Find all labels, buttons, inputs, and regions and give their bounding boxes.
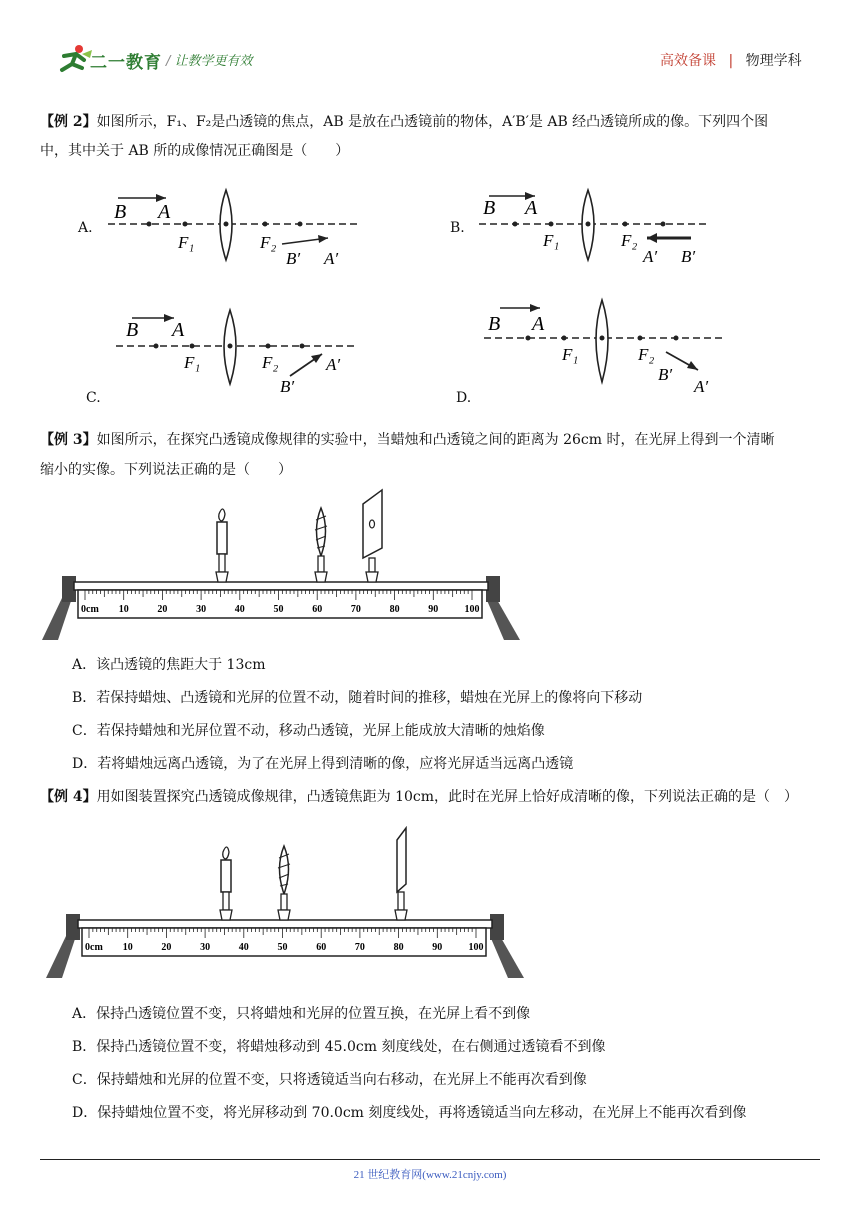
ex3-line1 [40,430,830,450]
ex4-line1 [40,787,840,807]
diagram-a [70,186,370,270]
ruler-label: 100 [468,942,484,953]
ex3-tag: 【例 3】 [40,432,97,448]
ex3-line2: 缩小的实像。下列说法正确的是（ ） [40,462,292,478]
label-f2: F₂ [638,345,655,364]
ex3-option-a: A．该凸透镜的焦距大于 13cm [72,657,266,673]
ex3-option-d: D．若将蜡烛远离凸透镜，为了在光屏上得到清晰的像，应将光屏适当远离凸透镜 [72,756,574,772]
ruler-label: 80 [393,942,404,953]
label-f1: F₁ [178,233,195,252]
light-screen [395,828,407,920]
slogan-text: 让教学更有效 [174,54,253,69]
label-b: B [488,313,501,335]
label-a: A [158,201,171,223]
header-sep: | [728,53,734,69]
label-b: B [126,319,139,341]
ex2-option-a: A. [78,220,93,236]
runner-logo-icon [54,44,94,74]
header [0,0,860,90]
ex4-option-c: C．保持蜡烛和光屏的位置不变，只将透镜适当向右移动，在光屏上不能再次看到像 [72,1072,587,1088]
label-b-prime: B′ [658,365,673,384]
footer-rule [40,1159,820,1160]
label-f2: F₂ [260,233,277,252]
optical-bench-ex4 [44,826,526,982]
diagram-d [480,296,740,400]
slogan: / 让教学更有效 [166,54,253,69]
ex4-tag: 【例 4】 [40,789,97,805]
ruler-label: 20 [157,604,168,615]
ruler-label: 30 [196,604,207,615]
ruler-label: 40 [234,604,245,615]
ruler-label: 90 [432,942,443,953]
candle [220,847,232,920]
convex-lens [278,846,290,920]
label-b-prime: B′ [286,249,301,268]
header-right [660,50,802,70]
ruler-label: 0cm [81,604,99,615]
label-f1: F₁ [184,353,201,372]
label-f2: F₂ [621,231,638,250]
ex2-option-b: B. [450,220,465,236]
ruler-label: 0cm [85,942,103,953]
label-f2: F₂ [262,353,279,372]
ruler-label: 60 [312,604,323,615]
ruler-label: 30 [200,942,211,953]
label-b: B [483,197,496,219]
label-a: A [532,313,545,335]
optical-bench-ex3 [40,486,522,644]
ruler-label: 20 [161,942,172,953]
label-f1: F₁ [562,345,579,364]
label-b: B [114,201,127,223]
ex3-option-b: B．若保持蜡烛、凸透镜和光屏的位置不动，随着时间的推移，蜡烛在光屏上的像将向下移动 [72,690,643,706]
label-a-prime: A′ [643,247,658,266]
label-b-prime: B′ [681,247,696,266]
ex4-option-b: B．保持凸透镜位置不变，将蜡烛移动到 45.0cm 刻度线处，在右侧通过透镜看不到像 [72,1039,606,1055]
ex4-option-d: D．保持蜡烛位置不变，将光屏移动到 70.0cm 刻度线处，再将透镜适当向左移动，在光屏上不能再次看到像 [72,1105,747,1121]
ruler-label: 80 [389,604,400,615]
diagram-c [110,304,370,394]
label-a: A [172,319,185,341]
ruler-label: 10 [118,604,129,615]
ex2-tag: 【例 2】 [40,114,97,130]
ruler-label: 40 [238,942,249,953]
ex2-text1: 如图所示，F₁、F₂是凸透镜的焦点，AB 是放在凸透镜前的物体，A′B′是 AB 经凸透镜所成的像。下列四个图 [96,114,769,130]
header-tag-b: 物理学科 [745,53,802,69]
ruler-label: 90 [428,604,439,615]
header-tag-a: 高效备课 [660,53,716,69]
ruler-label: 50 [273,604,284,615]
label-a-prime: A′ [326,355,341,374]
footer-text: 21 世纪教育网(www.21cnjy.com) [353,1169,507,1181]
ex4-text1: 用如图装置探究凸透镜成像规律，凸透镜焦距为 10cm，此时在光屏上恰好成清晰的像，下列说法正确的是（ ） [96,789,799,805]
ruler-label: 50 [277,942,288,953]
ex3-option-c: C．若保持蜡烛和光屏位置不动，移动凸透镜，光屏上能成放大清晰的烛焰像 [72,723,545,739]
logo-text: 二一教育 [90,53,162,73]
ruler-label: 100 [464,604,480,615]
ex2-line2: 中，其中关于 AB 所的成像情况正确图是（ ） [40,143,350,159]
label-a: A [525,197,538,219]
ex4-option-a: A．保持凸透镜位置不变，只将蜡烛和光屏的位置互换，在光屏上看不到像 [72,1006,531,1022]
light-screen [363,490,382,582]
ruler-label: 10 [122,942,133,953]
ex3-text1: 如图所示，在探究凸透镜成像规律的实验中，当蜡烛和凸透镜之间的距离为 26cm 时，在光屏上得到一个清晰 [96,432,775,448]
diagram-b [475,186,715,270]
ruler-label: 60 [316,942,327,953]
ex2-option-d: D. [456,390,472,406]
ex2-option-c: C. [86,390,101,406]
label-b-prime: B′ [280,377,295,394]
label-a-prime: A′ [694,377,709,396]
label-f1: F₁ [543,231,560,250]
ex2-line1 [40,112,830,132]
candle [216,509,228,582]
ruler-label: 70 [354,942,365,953]
convex-lens [315,508,327,582]
ruler-label: 70 [350,604,361,615]
label-a-prime: A′ [324,249,339,268]
